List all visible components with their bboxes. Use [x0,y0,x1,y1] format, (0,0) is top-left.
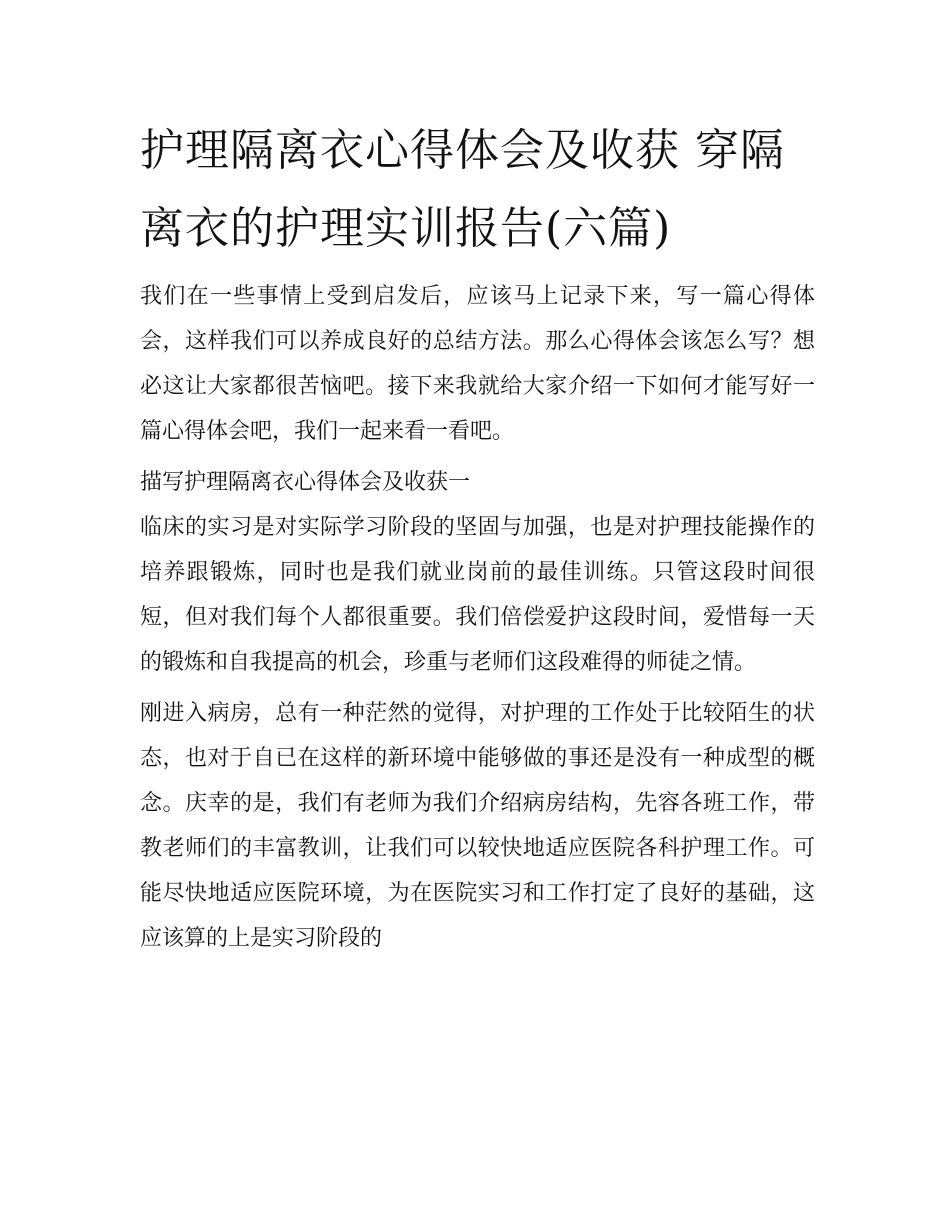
document-title: 护理隔离衣心得体会及收获 穿隔离衣的护理实训报告(六篇) [140,125,785,254]
body-paragraph-2: 刚进入病房，总有一种茫然的觉得，对护理的工作处于比较陌生的状态，也对于自已在这样的新环境中能够做的事还是没有一种成型的概念。庆幸的是，我们有老师为我们介绍病房结构，先容各班工作，带教老师们的丰富教训，让我们可以较快地适应医院各科护理工作。可能尽快地适应医院环境，为在医院实习和工作打定了良好的基础，这应该算的上是实习阶段的 [140,701,815,951]
section-heading: 描写护理隔离衣心得体会及收获一 [140,470,471,495]
body-paragraph-1: 临床的实习是对实际学习阶段的坚固与加强，也是对护理技能操作的培养跟锻炼，同时也是我们就业岗前的最佳训练。只管这段时间很短，但对我们每个人都很重要。我们倍偿爱护这段时间，爱惜每一天的锻炼和自我提高的机会，珍重与老师们这段难得的师徒之情。 [140,515,815,675]
intro-paragraph: 我们在一些事情上受到启发后，应该马上记录下来，写一篇心得体会，这样我们可以养成良好的总结方法。那么心得体会该怎么写？想必这让大家都很苦恼吧。接下来我就给大家介绍一下如何才能写好一篇心得体会吧，我们一起来看一看吧。 [140,284,815,444]
document-page [140,112,815,967]
document-body [140,274,815,961]
